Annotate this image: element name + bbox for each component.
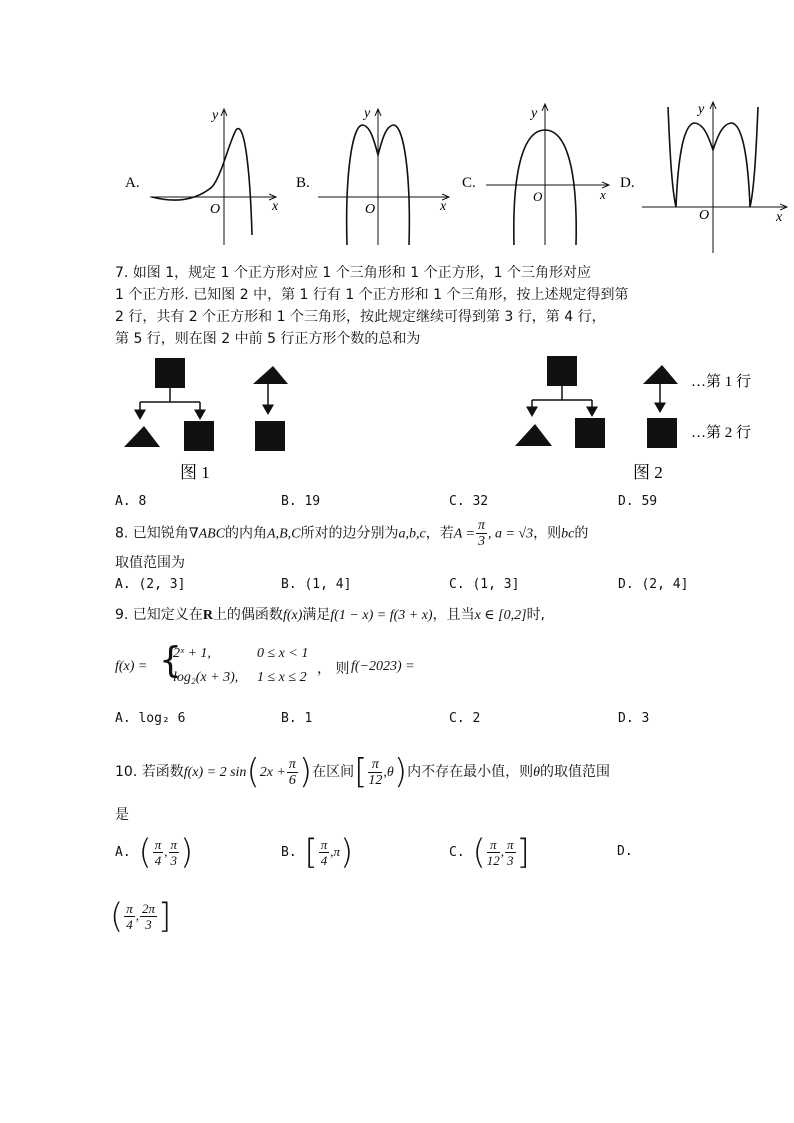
fig2-square-right xyxy=(647,418,677,448)
svg-text:O: O xyxy=(699,208,710,223)
q8-line1: 8. 已知锐角∇ABC的内角A,B,C所对的边分别为a,b,c，若A = $\frac{\pi}{3}$ , a = √3，则bc的 xyxy=(115,518,589,549)
q9-options xyxy=(115,711,755,731)
svg-text:x: x xyxy=(600,187,606,202)
graph-d xyxy=(620,102,786,253)
q8-option-a[interactable]: A. (2, 3] xyxy=(115,577,186,592)
q10-option-d-letter[interactable]: D. xyxy=(617,844,633,859)
q7-option-c[interactable]: C. 32 xyxy=(449,494,489,509)
graph-b-label: B. xyxy=(296,175,310,191)
q7-option-b[interactable]: B. 19 xyxy=(281,494,321,509)
fig2-caption: 图 2 xyxy=(633,463,663,482)
q9-option-d[interactable]: D. 3 xyxy=(618,711,650,726)
svg-text:y: y xyxy=(698,102,705,117)
q8-option-c[interactable]: C. (1, 3] xyxy=(449,577,520,592)
q10-line2: 是 xyxy=(115,807,129,823)
svg-text:O: O xyxy=(365,202,376,217)
svg-text:y: y xyxy=(212,108,219,123)
graph-b xyxy=(296,106,448,245)
graph-c xyxy=(462,105,608,245)
svg-text:y: y xyxy=(364,106,371,121)
fig1-triangle-top xyxy=(253,366,288,384)
graphs-svg xyxy=(0,95,794,255)
svg-text:x: x xyxy=(272,199,279,214)
graph-a xyxy=(125,108,279,245)
graph-a-label: A. xyxy=(125,175,140,191)
q10-option-a[interactable]: A. ( $\frac{\pi}{4}$ , $\frac{\pi}{3}$ ) xyxy=(115,832,194,873)
figure-2 xyxy=(515,356,751,482)
graph-d-label: D. xyxy=(620,175,635,191)
graph-c-label: C. xyxy=(462,175,476,191)
fig1-square-top xyxy=(155,358,185,388)
svg-text:O: O xyxy=(533,189,543,204)
q7-options xyxy=(115,494,755,514)
fig1-triangle-bottom xyxy=(124,426,160,447)
fig2-triangle-bottom xyxy=(515,424,552,446)
q7-line3: 2 行，共有 2 个正方形和 1 个三角形，按此规定继续可得到第 3 行，第 4 行， xyxy=(115,309,606,325)
q9-piecewise: f(x) = { 2ˣ + 1, 0 ≤ x < 1 log₂(x + 3), 1 ≤ x ≤ 2 ， 则 f(−2023) = xyxy=(115,640,415,685)
q7-option-a[interactable]: A. 8 xyxy=(115,494,147,509)
graph-options xyxy=(0,95,794,255)
q8-line2: 取值范围为 xyxy=(115,555,185,571)
q8-options xyxy=(115,577,755,597)
svg-text:O: O xyxy=(210,202,221,217)
fig1-square-bottom xyxy=(184,421,214,451)
q10-line1: 10. 若函数f(x) = 2 sin(2x + $\frac{\pi}{6}$ )在区间[ $\frac{\pi}{12}$ ,θ)内不存在最小值，则θ的取值范围 xyxy=(115,752,610,792)
svg-text:x: x xyxy=(440,199,447,214)
q8-option-b[interactable]: B. (1, 4] xyxy=(281,577,352,592)
q10-option-b[interactable]: B. [ $\frac{\pi}{4}$ ,π) xyxy=(281,832,354,873)
fig2-square-top xyxy=(547,356,577,386)
row1-label: …第 1 行 xyxy=(691,374,752,390)
q7-line1: 7. 如图 1，规定 1 个正方形对应 1 个三角形和 1 个正方形，1 个三角形对应 xyxy=(115,265,591,281)
q9-option-a[interactable]: A. log₂ 6 xyxy=(115,711,186,726)
q10-option-d[interactable]: ( $\frac{\pi}{4}$ , $\frac{2\pi}{3}$ ] xyxy=(110,896,172,937)
fig1-square-right xyxy=(255,421,285,451)
q9-option-b[interactable]: B. 1 xyxy=(281,711,313,726)
q7-option-d[interactable]: D. 59 xyxy=(618,494,658,509)
q7-line4: 第 5 行，则在图 2 中前 5 行正方形个数的总和为 xyxy=(115,331,421,347)
q9-line1: 9. 已知定义在R上的偶函数f(x)满足f(1 − x) = f(3 + x)，且当x ∈ [0,2]时, xyxy=(115,607,546,623)
q7-line2: 1 个正方形. 已知图 2 中，第 1 行有 1 个正方形和 1 个三角形，按上述规定得到第 xyxy=(115,287,629,303)
q9-option-c[interactable]: C. 2 xyxy=(449,711,481,726)
figure-1 xyxy=(124,358,288,482)
fig1-caption: 图 1 xyxy=(180,463,210,482)
row2-label: …第 2 行 xyxy=(691,425,752,441)
q7-figures-svg xyxy=(0,350,794,490)
fig2-square-bottom xyxy=(575,418,605,448)
fig2-triangle-top xyxy=(643,365,678,384)
q10-option-c[interactable]: C. ( $\frac{\pi}{12}$ , $\frac{\pi}{3}$ ] xyxy=(449,832,530,873)
q7-figures xyxy=(0,350,794,490)
q8-option-d[interactable]: D. (2, 4] xyxy=(618,577,689,592)
svg-text:x: x xyxy=(776,210,783,225)
svg-text:y: y xyxy=(531,106,538,121)
